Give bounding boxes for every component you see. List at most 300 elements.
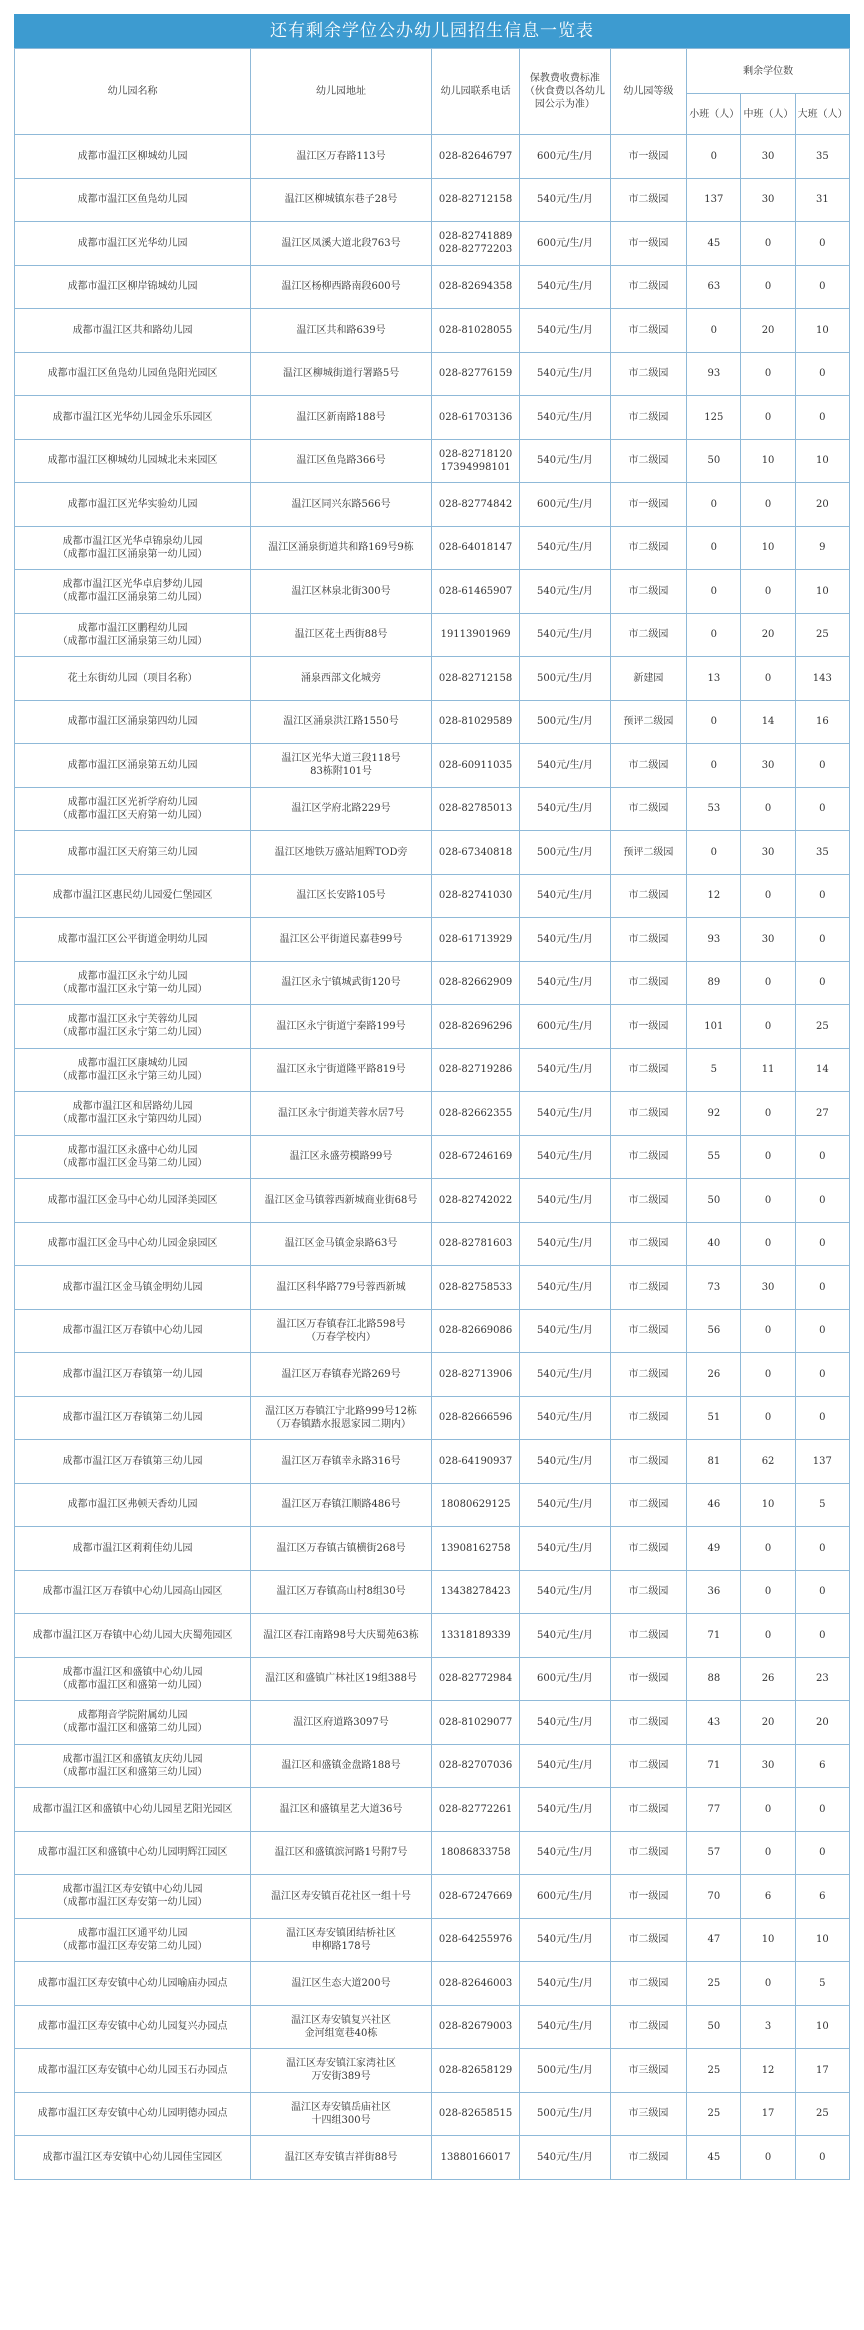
cell-fee: 540元/生/月	[520, 1048, 610, 1092]
cell-level: 市二级园	[610, 744, 687, 788]
cell-level: 市二级园	[610, 1788, 687, 1832]
cell-phone: 028-64190937	[431, 1440, 519, 1484]
cell-level: 市二级园	[610, 1396, 687, 1440]
cell-address: 温江区公平街道民嘉巷99号	[251, 918, 432, 962]
cell-phone: 18080629125	[431, 1483, 519, 1527]
cell-phone: 028-81029077	[431, 1701, 519, 1745]
cell-small: 25	[687, 1962, 741, 2006]
cell-middle: 3	[741, 2005, 795, 2049]
cell-address: 温江区学府北路229号	[251, 787, 432, 831]
cell-middle: 20	[741, 1701, 795, 1745]
cell-big: 6	[795, 1875, 849, 1919]
cell-address: 温江区寿安镇岳庙社区 十四组300号	[251, 2092, 432, 2136]
cell-address: 温江区寿安镇江家湾社区 万安街389号	[251, 2049, 432, 2093]
cell-fee: 540元/生/月	[520, 1179, 610, 1223]
cell-middle: 30	[741, 744, 795, 788]
cell-level: 市二级园	[610, 1744, 687, 1788]
cell-name: 成都翔音学院附属幼儿园 （成都市温江区和盛第二幼儿园）	[15, 1701, 251, 1745]
cell-fee: 500元/生/月	[520, 2092, 610, 2136]
cell-big: 31	[795, 178, 849, 222]
cell-phone: 028-61465907	[431, 570, 519, 614]
cell-name: 成都市温江区通平幼儿园 （成都市温江区寿安第二幼儿园）	[15, 1918, 251, 1962]
cell-level: 市二级园	[610, 1353, 687, 1397]
cell-level: 市一级园	[610, 135, 687, 179]
cell-name: 成都市温江区永盛中心幼儿园 （成都市温江区金马第二幼儿园）	[15, 1135, 251, 1179]
cell-middle: 26	[741, 1657, 795, 1701]
cell-address: 温江区万春镇春江北路598号 （万春学校内）	[251, 1309, 432, 1353]
table-row	[15, 483, 850, 527]
cell-middle: 0	[741, 1135, 795, 1179]
cell-fee: 540元/生/月	[520, 744, 610, 788]
cell-level: 市三级园	[610, 2092, 687, 2136]
cell-level: 市一级园	[610, 1875, 687, 1919]
cell-name: 成都市温江区永宁幼儿园 （成都市温江区永宁第一幼儿园）	[15, 961, 251, 1005]
table-row	[15, 178, 850, 222]
cell-small: 77	[687, 1788, 741, 1832]
table-row	[15, 1788, 850, 1832]
cell-middle: 62	[741, 1440, 795, 1484]
cell-fee: 540元/生/月	[520, 1831, 610, 1875]
kindergarten-table-sheet	[14, 14, 850, 2180]
cell-phone: 028-82719286	[431, 1048, 519, 1092]
cell-fee: 600元/生/月	[520, 1657, 610, 1701]
cell-phone: 028-82781603	[431, 1222, 519, 1266]
table-row	[15, 1570, 850, 1614]
table-row	[15, 1614, 850, 1658]
cell-address: 温江区万春路113号	[251, 135, 432, 179]
cell-fee: 540元/生/月	[520, 1440, 610, 1484]
cell-level: 预评二级园	[610, 831, 687, 875]
table-row	[15, 1831, 850, 1875]
cell-big: 5	[795, 1962, 849, 2006]
cell-level: 市二级园	[610, 1440, 687, 1484]
table-row	[15, 1701, 850, 1745]
cell-small: 49	[687, 1527, 741, 1571]
table-row	[15, 1657, 850, 1701]
cell-middle: 0	[741, 1831, 795, 1875]
cell-phone: 028-82776159	[431, 352, 519, 396]
cell-name: 成都市温江区涌泉第五幼儿园	[15, 744, 251, 788]
cell-middle: 30	[741, 178, 795, 222]
header-big: 大班（人）	[795, 94, 849, 135]
table-row	[15, 2005, 850, 2049]
cell-small: 93	[687, 352, 741, 396]
cell-address: 温江区和盛镇星艺大道36号	[251, 1788, 432, 1832]
cell-phone: 028-82679003	[431, 2005, 519, 2049]
cell-small: 55	[687, 1135, 741, 1179]
cell-middle: 0	[741, 1222, 795, 1266]
cell-address: 温江区同兴东路566号	[251, 483, 432, 527]
cell-phone: 028-82772261	[431, 1788, 519, 1832]
cell-small: 47	[687, 1918, 741, 1962]
header-small: 小班（人）	[687, 94, 741, 135]
table-row	[15, 700, 850, 744]
cell-level: 市二级园	[610, 1962, 687, 2006]
table-row	[15, 1875, 850, 1919]
cell-big: 5	[795, 1483, 849, 1527]
cell-address: 温江区光华大道三段118号 83栋附101号	[251, 744, 432, 788]
cell-level: 市二级园	[610, 1614, 687, 1658]
cell-fee: 540元/生/月	[520, 1614, 610, 1658]
table-row	[15, 309, 850, 353]
cell-middle: 30	[741, 135, 795, 179]
cell-name: 成都市温江区柳城幼儿园	[15, 135, 251, 179]
cell-big: 0	[795, 1179, 849, 1223]
table-row	[15, 1527, 850, 1571]
cell-address: 温江区林泉北街300号	[251, 570, 432, 614]
cell-phone: 028-82712158	[431, 178, 519, 222]
cell-address: 温江区春江南路98号大庆蜀苑63栋	[251, 1614, 432, 1658]
cell-level: 市二级园	[610, 1701, 687, 1745]
cell-name: 成都市温江区天府第三幼儿园	[15, 831, 251, 875]
cell-phone: 028-67246169	[431, 1135, 519, 1179]
cell-level: 市三级园	[610, 2049, 687, 2093]
cell-fee: 500元/生/月	[520, 657, 610, 701]
cell-address: 温江区科华路779号蓉西新城	[251, 1266, 432, 1310]
cell-fee: 540元/生/月	[520, 2005, 610, 2049]
cell-big: 10	[795, 2005, 849, 2049]
cell-address: 温江区生态大道200号	[251, 1962, 432, 2006]
cell-level: 市二级园	[610, 1483, 687, 1527]
table-row	[15, 2049, 850, 2093]
cell-big: 20	[795, 483, 849, 527]
cell-phone: 028-81028055	[431, 309, 519, 353]
cell-address: 温江区万春镇江宁北路999号12栋 （万春镇踏水报恩家园二期内）	[251, 1396, 432, 1440]
cell-small: 25	[687, 2092, 741, 2136]
cell-level: 市二级园	[610, 1048, 687, 1092]
cell-big: 10	[795, 570, 849, 614]
cell-big: 0	[795, 222, 849, 266]
header-address: 幼儿园地址	[251, 49, 432, 135]
cell-level: 市二级园	[610, 265, 687, 309]
cell-address: 温江区杨柳西路南段600号	[251, 265, 432, 309]
cell-small: 89	[687, 961, 741, 1005]
cell-fee: 600元/生/月	[520, 1005, 610, 1049]
cell-name: 成都市温江区涌泉第四幼儿园	[15, 700, 251, 744]
cell-small: 73	[687, 1266, 741, 1310]
cell-middle: 0	[741, 1962, 795, 2006]
cell-small: 101	[687, 1005, 741, 1049]
cell-middle: 30	[741, 1266, 795, 1310]
cell-fee: 540元/生/月	[520, 1788, 610, 1832]
table-row	[15, 2092, 850, 2136]
cell-phone: 028-67247669	[431, 1875, 519, 1919]
cell-fee: 540元/生/月	[520, 1962, 610, 2006]
cell-level: 市二级园	[610, 309, 687, 353]
cell-big: 0	[795, 1527, 849, 1571]
cell-level: 市一级园	[610, 222, 687, 266]
cell-name: 成都市温江区万春镇第三幼儿园	[15, 1440, 251, 1484]
cell-big: 0	[795, 1353, 849, 1397]
table-row	[15, 439, 850, 483]
table-row	[15, 396, 850, 440]
table-body	[15, 135, 850, 2180]
table-row	[15, 1353, 850, 1397]
cell-small: 0	[687, 744, 741, 788]
cell-level: 市二级园	[610, 2136, 687, 2180]
cell-phone: 13908162758	[431, 1527, 519, 1571]
cell-big: 0	[795, 1570, 849, 1614]
cell-phone: 028-82758533	[431, 1266, 519, 1310]
table-title: 还有剩余学位公办幼儿园招生信息一览表	[14, 14, 850, 48]
cell-address: 温江区万春镇春光路269号	[251, 1353, 432, 1397]
cell-fee: 600元/生/月	[520, 135, 610, 179]
cell-level: 市二级园	[610, 1570, 687, 1614]
cell-phone: 028-82694358	[431, 265, 519, 309]
cell-level: 市二级园	[610, 787, 687, 831]
table-row	[15, 352, 850, 396]
cell-small: 57	[687, 1831, 741, 1875]
cell-small: 50	[687, 2005, 741, 2049]
cell-name: 花土东街幼儿园（项目名称）	[15, 657, 251, 701]
cell-phone: 028-67340818	[431, 831, 519, 875]
cell-fee: 540元/生/月	[520, 1266, 610, 1310]
cell-big: 0	[795, 1831, 849, 1875]
table-row	[15, 744, 850, 788]
cell-address: 温江区柳城镇东巷子28号	[251, 178, 432, 222]
cell-name: 成都市温江区万春镇第一幼儿园	[15, 1353, 251, 1397]
header-fee: 保教费收费标准（伙食费以各幼儿园公示为准）	[520, 49, 610, 135]
cell-address: 温江区寿安镇团结桥社区 申柳路178号	[251, 1918, 432, 1962]
cell-phone: 028-61703136	[431, 396, 519, 440]
cell-name: 成都市温江区万春镇第二幼儿园	[15, 1396, 251, 1440]
cell-name: 成都市温江区弗顿天香幼儿园	[15, 1483, 251, 1527]
cell-address: 温江区花土西街88号	[251, 613, 432, 657]
cell-name: 成都市温江区金马中心幼儿园泽美园区	[15, 1179, 251, 1223]
cell-small: 46	[687, 1483, 741, 1527]
cell-level: 市二级园	[610, 1179, 687, 1223]
cell-small: 50	[687, 439, 741, 483]
cell-big: 0	[795, 961, 849, 1005]
cell-big: 0	[795, 744, 849, 788]
cell-phone: 028-64018147	[431, 526, 519, 570]
table-row	[15, 918, 850, 962]
cell-name: 成都市温江区柳城幼儿园城北未来园区	[15, 439, 251, 483]
cell-level: 市二级园	[610, 178, 687, 222]
cell-small: 93	[687, 918, 741, 962]
cell-big: 0	[795, 1266, 849, 1310]
cell-phone: 028-61713929	[431, 918, 519, 962]
cell-fee: 540元/生/月	[520, 396, 610, 440]
cell-big: 27	[795, 1092, 849, 1136]
cell-phone: 028-82666596	[431, 1396, 519, 1440]
cell-phone: 028-82658515	[431, 2092, 519, 2136]
header-name: 幼儿园名称	[15, 49, 251, 135]
cell-small: 0	[687, 135, 741, 179]
cell-middle: 0	[741, 874, 795, 918]
cell-name: 成都市温江区和盛镇中心幼儿园 （成都市温江区和盛第一幼儿园）	[15, 1657, 251, 1701]
cell-address: 温江区鱼凫路366号	[251, 439, 432, 483]
table-header	[15, 49, 850, 135]
cell-small: 45	[687, 2136, 741, 2180]
cell-middle: 0	[741, 1005, 795, 1049]
cell-small: 0	[687, 309, 741, 353]
cell-fee: 540元/生/月	[520, 1309, 610, 1353]
cell-name: 成都市温江区鱼凫幼儿园鱼凫阳光园区	[15, 352, 251, 396]
cell-level: 市一级园	[610, 483, 687, 527]
cell-small: 63	[687, 265, 741, 309]
table-row	[15, 613, 850, 657]
cell-level: 市二级园	[610, 961, 687, 1005]
cell-phone: 028-82646003	[431, 1962, 519, 2006]
cell-small: 137	[687, 178, 741, 222]
cell-name: 成都市温江区鹏程幼儿园 （成都市温江区涌泉第三幼儿园）	[15, 613, 251, 657]
table-row	[15, 222, 850, 266]
cell-level: 市二级园	[610, 1918, 687, 1962]
cell-level: 市二级园	[610, 1831, 687, 1875]
cell-fee: 540元/生/月	[520, 178, 610, 222]
cell-big: 6	[795, 1744, 849, 1788]
cell-phone: 028-82658129	[431, 2049, 519, 2093]
cell-phone: 13880166017	[431, 2136, 519, 2180]
cell-fee: 500元/生/月	[520, 700, 610, 744]
cell-small: 12	[687, 874, 741, 918]
cell-name: 成都市温江区共和路幼儿园	[15, 309, 251, 353]
cell-big: 25	[795, 1005, 849, 1049]
header-phone: 幼儿园联系电话	[431, 49, 519, 135]
cell-small: 71	[687, 1744, 741, 1788]
cell-name: 成都市温江区公平街道金明幼儿园	[15, 918, 251, 962]
cell-small: 0	[687, 570, 741, 614]
cell-name: 成都市温江区光华卓锦泉幼儿园 （成都市温江区涌泉第一幼儿园）	[15, 526, 251, 570]
cell-fee: 600元/生/月	[520, 483, 610, 527]
cell-address: 温江区永宁街道芙蓉水居7号	[251, 1092, 432, 1136]
cell-name: 成都市温江区和盛镇友庆幼儿园 （成都市温江区和盛第三幼儿园）	[15, 1744, 251, 1788]
cell-level: 市二级园	[610, 396, 687, 440]
cell-big: 0	[795, 1614, 849, 1658]
cell-middle: 6	[741, 1875, 795, 1919]
cell-address: 温江区万春镇古镇横街268号	[251, 1527, 432, 1571]
cell-level: 市二级园	[610, 570, 687, 614]
cell-name: 成都市温江区鱼凫幼儿园	[15, 178, 251, 222]
cell-big: 14	[795, 1048, 849, 1092]
cell-phone: 028-60911035	[431, 744, 519, 788]
header-middle: 中班（人）	[741, 94, 795, 135]
cell-fee: 540元/生/月	[520, 1092, 610, 1136]
cell-phone: 028-82742022	[431, 1179, 519, 1223]
cell-middle: 0	[741, 657, 795, 701]
cell-fee: 540元/生/月	[520, 1483, 610, 1527]
cell-fee: 540元/生/月	[520, 1222, 610, 1266]
cell-fee: 600元/生/月	[520, 1875, 610, 1919]
cell-name: 成都市温江区莉莉佳幼儿园	[15, 1527, 251, 1571]
cell-middle: 0	[741, 1527, 795, 1571]
cell-name: 成都市温江区万春镇中心幼儿园高山园区	[15, 1570, 251, 1614]
cell-middle: 0	[741, 787, 795, 831]
cell-name: 成都市温江区永宁芙蓉幼儿园 （成都市温江区永宁第二幼儿园）	[15, 1005, 251, 1049]
cell-level: 市二级园	[610, 1527, 687, 1571]
cell-address: 温江区寿安镇百花社区一组十号	[251, 1875, 432, 1919]
table-row	[15, 1005, 850, 1049]
cell-phone: 028-82662355	[431, 1092, 519, 1136]
cell-level: 市二级园	[610, 1222, 687, 1266]
header-level: 幼儿园等级	[610, 49, 687, 135]
cell-address: 温江区和盛镇滨河路1号附7号	[251, 1831, 432, 1875]
cell-middle: 20	[741, 309, 795, 353]
cell-phone: 18086833758	[431, 1831, 519, 1875]
cell-big: 35	[795, 831, 849, 875]
cell-fee: 540元/生/月	[520, 439, 610, 483]
cell-small: 70	[687, 1875, 741, 1919]
cell-level: 市二级园	[610, 874, 687, 918]
cell-fee: 540元/生/月	[520, 526, 610, 570]
table-row	[15, 1396, 850, 1440]
cell-level: 市二级园	[610, 352, 687, 396]
cell-middle: 0	[741, 2136, 795, 2180]
cell-name: 成都市温江区光华卓启梦幼儿园 （成都市温江区涌泉第二幼儿园）	[15, 570, 251, 614]
cell-fee: 540元/生/月	[520, 1396, 610, 1440]
cell-address: 温江区寿安镇复兴社区 金河组宽巷40栋	[251, 2005, 432, 2049]
cell-middle: 0	[741, 1614, 795, 1658]
cell-address: 温江区万春镇江顺路486号	[251, 1483, 432, 1527]
cell-middle: 10	[741, 439, 795, 483]
table-row	[15, 831, 850, 875]
cell-small: 0	[687, 613, 741, 657]
cell-middle: 10	[741, 1918, 795, 1962]
cell-small: 13	[687, 657, 741, 701]
cell-level: 市二级园	[610, 1309, 687, 1353]
cell-fee: 540元/生/月	[520, 2136, 610, 2180]
cell-small: 0	[687, 700, 741, 744]
cell-middle: 0	[741, 570, 795, 614]
cell-big: 0	[795, 352, 849, 396]
table-row	[15, 1483, 850, 1527]
cell-address: 温江区寿安镇吉祥街88号	[251, 2136, 432, 2180]
cell-phone: 028-82718120 17394998101	[431, 439, 519, 483]
cell-small: 0	[687, 831, 741, 875]
cell-big: 0	[795, 918, 849, 962]
cell-phone: 028-82707036	[431, 1744, 519, 1788]
cell-small: 45	[687, 222, 741, 266]
cell-fee: 540元/生/月	[520, 1527, 610, 1571]
cell-fee: 540元/生/月	[520, 961, 610, 1005]
cell-name: 成都市温江区光华幼儿园金乐乐园区	[15, 396, 251, 440]
cell-name: 成都市温江区光华幼儿园	[15, 222, 251, 266]
cell-big: 10	[795, 1918, 849, 1962]
cell-address: 温江区涌泉洪江路1550号	[251, 700, 432, 744]
cell-middle: 0	[741, 265, 795, 309]
cell-phone: 028-82772984	[431, 1657, 519, 1701]
table-row	[15, 2136, 850, 2180]
table-row	[15, 265, 850, 309]
table-row	[15, 135, 850, 179]
cell-big: 0	[795, 2136, 849, 2180]
cell-address: 温江区新南路188号	[251, 396, 432, 440]
table-row	[15, 874, 850, 918]
cell-address: 温江区永宁街道隆平路819号	[251, 1048, 432, 1092]
cell-middle: 0	[741, 1179, 795, 1223]
cell-big: 25	[795, 2092, 849, 2136]
table-row	[15, 1309, 850, 1353]
cell-middle: 0	[741, 352, 795, 396]
cell-fee: 540元/生/月	[520, 918, 610, 962]
cell-middle: 0	[741, 1309, 795, 1353]
cell-middle: 0	[741, 1353, 795, 1397]
cell-name: 成都市温江区金马镇金明幼儿园	[15, 1266, 251, 1310]
cell-small: 81	[687, 1440, 741, 1484]
cell-level: 市二级园	[610, 918, 687, 962]
cell-address: 温江区和盛镇金盘路188号	[251, 1744, 432, 1788]
cell-name: 成都市温江区寿安镇中心幼儿园 （成都市温江区寿安第一幼儿园）	[15, 1875, 251, 1919]
cell-big: 25	[795, 613, 849, 657]
cell-big: 10	[795, 309, 849, 353]
cell-middle: 10	[741, 526, 795, 570]
cell-big: 35	[795, 135, 849, 179]
cell-fee: 540元/生/月	[520, 1701, 610, 1745]
cell-middle: 11	[741, 1048, 795, 1092]
cell-big: 0	[795, 1396, 849, 1440]
cell-fee: 540元/生/月	[520, 570, 610, 614]
